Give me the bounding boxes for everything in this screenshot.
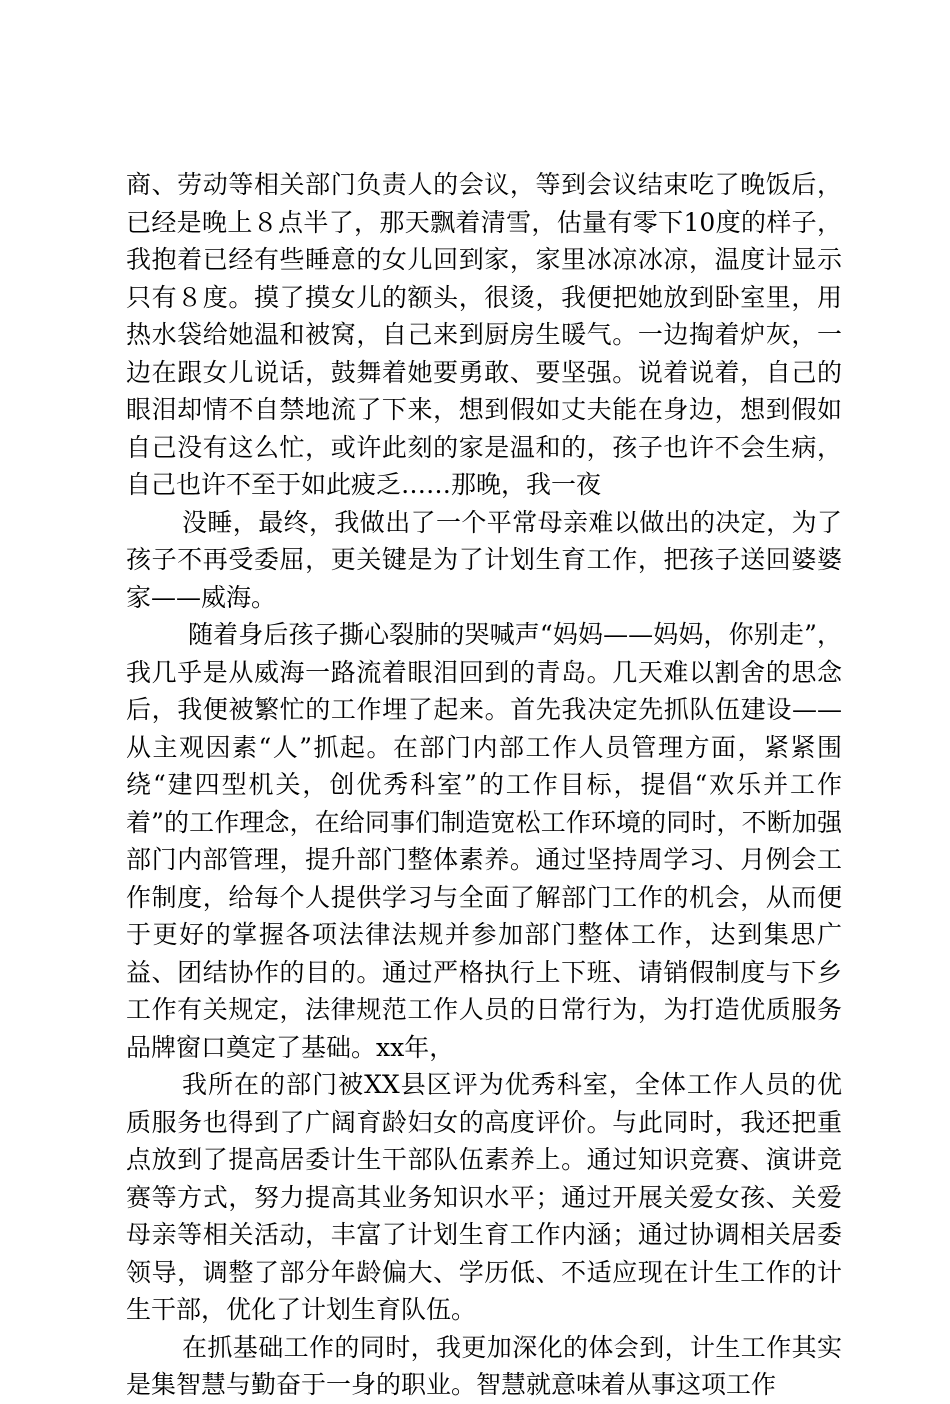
paragraph-1: 商、劳动等相关部门负责人的会议，等到会议结束吃了晚饭后，已经是晚上８点半了，那天飘着清雪，估量有零下10度的样子，我抱着已经有些睡意的女儿回到家，家里冰凉冰凉，温度计显示只有８度。摸了摸女儿的额头，很烫，我便把她放到卧室里，用热水袋给她温和被窝，自己来到厨房生暖气。一边掏着炉灰，一边在跟女儿说话，鼓舞着她要勇敢、要坚强。说着说着，自己的眼泪却情不自禁地流了下来，想到假如丈夫能在身边，想到假如自己没有这么忙，或许此刻的家是温和的，孩子也许不会生病，自己也许不至于如此疲乏……那晚，我一夜 [126,170,842,499]
paragraph-4: 我所在的部门被XX县区评为优秀科室，全体工作人员的优质服务也得到了广阔育龄妇女的高度评价。与此同时，我还把重点放到了提高居委计生干部队伍素养上。通过知识竞赛、演讲竞赛等方式，努力提高其业务知识水平；通过开展关爱女孩、关爱母亲等相关活动，丰富了计划生育工作内涵；通过协调相关居委领导，调整了部分年龄偏大、学历低、不适应现在计生工作的计生干部，优化了计划生育队伍。 [126,1070,842,1324]
paragraph-5: 在抓基础工作的同时，我更加深化的体会到，计生工作其实是集智慧与勤奋于一身的职业。智慧就意味着从事这项工作 [126,1332,842,1399]
document-body [126,166,842,1404]
paragraph-2: 没睡，最终，我做出了一个平常母亲难以做出的决定，为了孩子不再受委屈，更关键是为了计划生育工作，把孩子送回婆婆家——威海。 [126,507,842,612]
paragraph-3: 随着身后孩子撕心裂肺的哭喊声“妈妈——妈妈，你别走”，我几乎是从威海一路流着眼泪回到的青岛。几天难以割舍的思念后，我便被繁忙的工作埋了起来。首先我决定先抓队伍建设——从主观因素“人”抓起。在部门内部工作人员管理方面，紧紧围绕“建四型机关，创优秀科室”的工作目标，提倡“欢乐并工作着”的工作理念，在给同事们制造宽松工作环境的同时，不断加强部门内部管理，提升部门整体素养。通过坚持周学习、月例会工作制度，给每个人提供学习与全面了解部门工作的机会，从而便于更好的掌握各项法律法规并参加部门整体工作，达到集思广益、团结协作的目的。通过严格执行上下班、请销假制度与下乡工作有关规定，法律规范工作人员的日常行为，为打造优质服务品牌窗口奠定了基础。xx年， [126,620,842,1062]
